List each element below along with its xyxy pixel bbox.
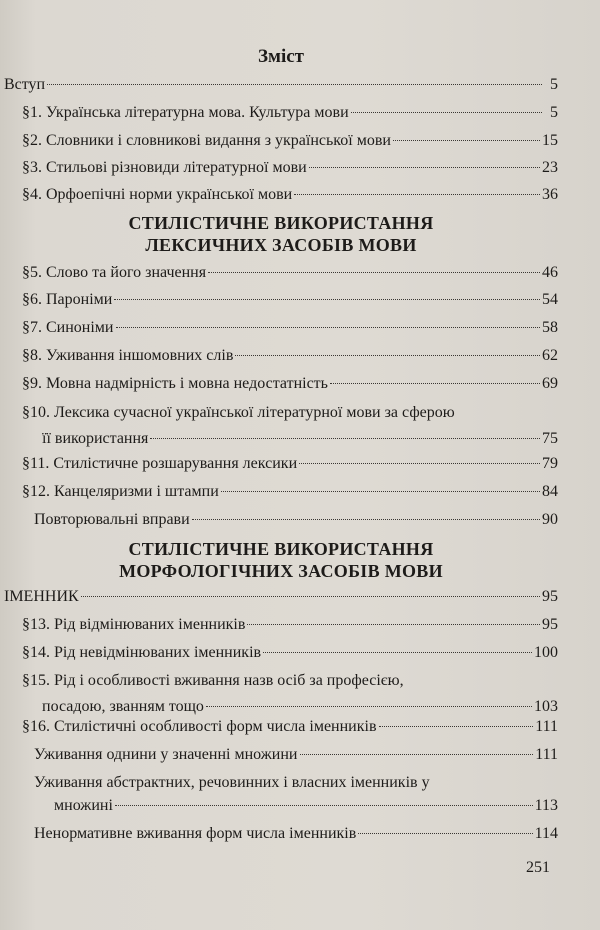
toc-entry-title: §12. Канцеляризми і штампи	[22, 483, 219, 500]
toc-entry[interactable]	[22, 670, 558, 717]
toc-entry-title: §7. Синоніми	[22, 319, 114, 336]
leader-dots	[206, 705, 532, 707]
toc-entry[interactable]	[22, 157, 558, 178]
leader-dots	[299, 462, 540, 464]
toc-entry-title: §8. Уживання іншомовних слів	[22, 347, 234, 364]
toc-entry-page: 95	[542, 616, 558, 633]
toc-entry-page: 36	[542, 186, 558, 203]
toc-entry[interactable]	[22, 373, 558, 394]
toc-entry-page: 100	[534, 644, 558, 661]
toc-entry[interactable]	[22, 289, 558, 310]
toc-entry[interactable]	[22, 481, 558, 502]
heading-line: СТИЛІСТИЧНЕ ВИКОРИСТАННЯ	[128, 213, 434, 233]
toc-entry-title: §4. Орфоепічні норми української мови	[22, 186, 293, 203]
toc-entry-title: Ненормативне вживання форм числа іменників	[34, 825, 357, 842]
toc-entry-page: 46	[542, 264, 558, 281]
toc-entry-title-line: §10. Лексика сучасної української літературної мови за сферою	[22, 404, 455, 421]
leader-dots	[114, 298, 540, 300]
leader-dots	[247, 623, 540, 625]
toc-entry-page: 5	[550, 76, 558, 93]
toc-entry[interactable]	[22, 614, 558, 635]
toc-entry-page: 103	[534, 698, 558, 715]
toc-entry-title: її використання	[42, 430, 149, 447]
heading-line: СТИЛІСТИЧНЕ ВИКОРИСТАННЯ	[128, 539, 434, 559]
toc-entry[interactable]	[22, 102, 558, 123]
leader-dots	[235, 354, 540, 356]
leader-dots	[294, 193, 540, 195]
toc-entry-title: Вступ	[4, 76, 46, 93]
toc-entry-page: 62	[542, 347, 558, 364]
toc-entry-title: §3. Стильові різновиди літературної мови	[22, 159, 307, 176]
toc-entry-page: 84	[542, 483, 558, 500]
toc-entry-page: 111	[535, 746, 558, 763]
toc-entry[interactable]	[34, 509, 558, 530]
toc-entry-title: Уживання однини у значенні множини	[34, 746, 298, 763]
leader-dots	[379, 725, 534, 727]
leader-dots	[351, 111, 542, 113]
toc-entry-page: 111	[535, 718, 558, 735]
toc-entry-page: 23	[542, 159, 558, 176]
leader-dots	[150, 437, 540, 439]
toc-entry-title: §6. Пароніми	[22, 291, 113, 308]
toc-entry-page: 5	[550, 104, 558, 121]
toc-entry[interactable]	[34, 772, 558, 816]
leader-dots	[309, 166, 540, 168]
toc-entry[interactable]	[22, 453, 558, 474]
page-title: Зміст	[257, 46, 304, 67]
toc-entry[interactable]	[4, 74, 558, 95]
toc-entry[interactable]	[4, 586, 558, 607]
toc-entry-title: ІМЕННИК	[4, 588, 79, 605]
toc-entry[interactable]	[22, 642, 558, 663]
toc-entry-page: 54	[542, 291, 558, 308]
toc-entry[interactable]	[22, 317, 558, 338]
leader-dots	[81, 595, 540, 597]
toc-entry-title-line: §15. Рід і особливості вживання назв осіб за професією,	[22, 672, 404, 689]
toc-entry-page: 113	[534, 797, 558, 814]
heading-line: МОРФОЛОГІЧНИХ ЗАСОБІВ МОВИ	[119, 561, 443, 581]
leader-dots	[358, 832, 532, 834]
toc-entry[interactable]	[22, 130, 558, 151]
toc-entry-title: §13. Рід відмінюваних іменників	[22, 616, 246, 633]
toc-entry-title: §11. Стилістичне розшарування лексики	[22, 455, 298, 472]
toc-entry-title-line: Уживання абстрактних, речовинних і власних іменників у	[34, 774, 430, 791]
toc-entry-title: §5. Слово та його значення	[22, 264, 207, 281]
toc-entry-title: посадою, званням тощо	[42, 698, 204, 715]
toc-entry-title: Повторювальні вправи	[34, 511, 190, 528]
toc-entry[interactable]	[34, 744, 558, 765]
toc-entry-page: 75	[542, 430, 558, 447]
leader-dots	[192, 518, 540, 520]
toc-entry-page: 79	[542, 455, 558, 472]
toc-entry[interactable]	[34, 823, 558, 844]
toc-entry-page: 69	[542, 375, 558, 392]
toc-entry-page: 58	[542, 319, 558, 336]
leader-dots	[208, 271, 540, 273]
toc-entry-page: 15	[542, 132, 558, 149]
leader-dots	[263, 651, 532, 653]
section-heading-lexical	[0, 212, 562, 256]
toc-entry-title: множині	[54, 797, 113, 814]
toc-entry[interactable]	[22, 716, 558, 737]
toc-entry[interactable]	[22, 184, 558, 205]
toc-entry[interactable]	[22, 262, 558, 283]
toc-entry-title: §16. Стилістичні особливості форм числа іменників	[22, 718, 377, 735]
heading-line: ЛЕКСИЧНИХ ЗАСОБІВ МОВИ	[145, 235, 417, 255]
page-number: 251	[526, 859, 550, 876]
section-heading-morphological	[0, 538, 562, 582]
leader-dots	[116, 326, 541, 328]
toc-entry-title: §14. Рід невідмінюваних іменників	[22, 644, 262, 661]
toc-entry-page: 90	[542, 511, 558, 528]
toc-entry-title: §9. Мовна надмірність і мовна недостатність	[22, 375, 328, 392]
leader-dots	[221, 490, 540, 492]
leader-dots	[300, 753, 534, 755]
toc-entry-title: §1. Українська літературна мова. Культура мови	[22, 104, 349, 121]
toc-entry[interactable]	[22, 345, 558, 366]
leader-dots	[115, 804, 533, 806]
toc-entry-title: §2. Словники і словникові видання з української мови	[22, 132, 391, 149]
leader-dots	[393, 139, 540, 141]
leader-dots	[47, 83, 542, 85]
leader-dots	[330, 382, 540, 384]
toc-entry-page: 114	[534, 825, 558, 842]
toc-entry-page: 95	[542, 588, 558, 605]
toc-entry[interactable]	[22, 402, 558, 449]
